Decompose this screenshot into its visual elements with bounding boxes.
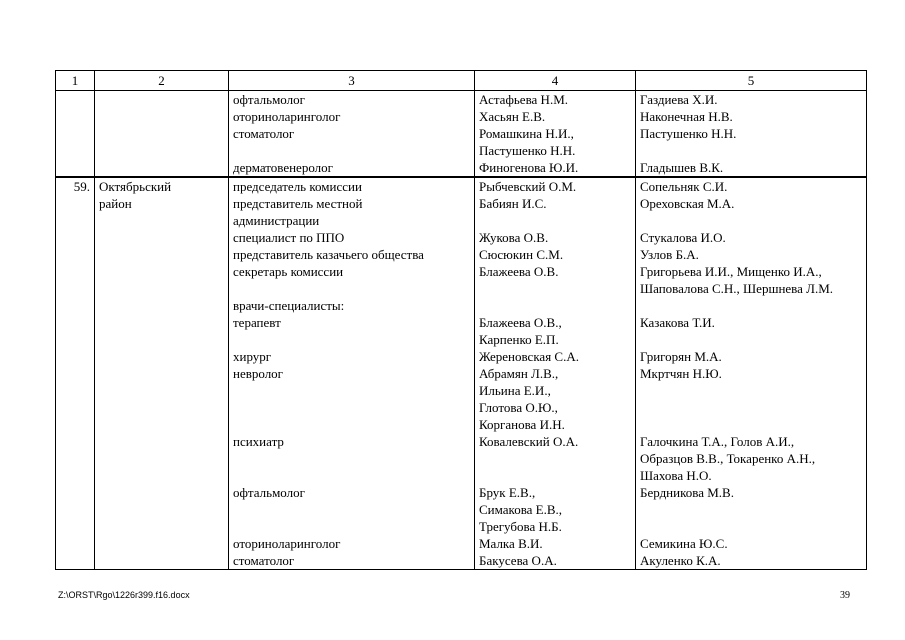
cell-line: Сюсюкин С.М. bbox=[479, 247, 564, 262]
cell-line: Ромашкина Н.И., bbox=[479, 126, 574, 141]
cell-line: Хасьян Е.В. bbox=[479, 109, 546, 124]
cell-line bbox=[640, 297, 862, 314]
cell-line: невролог bbox=[233, 366, 284, 381]
table-row-continuation bbox=[56, 91, 867, 178]
cell-line: офтальмолог bbox=[233, 92, 305, 107]
cell-line bbox=[233, 467, 470, 484]
cell-line bbox=[479, 450, 631, 467]
cell-line bbox=[233, 416, 470, 433]
cell-line: Пастушенко Н.Н. bbox=[640, 126, 737, 141]
cell-line: представитель местной bbox=[233, 196, 363, 211]
cell-line: Григорьева И.И., Мищенко И.А., bbox=[640, 264, 822, 279]
cell-line: Октябрьский bbox=[99, 179, 172, 194]
cell-line bbox=[233, 450, 470, 467]
cell-line bbox=[640, 518, 862, 535]
cell-line: Образцов В.В., Токаренко А.Н., bbox=[640, 451, 816, 466]
cell-line bbox=[233, 518, 470, 535]
cell-line bbox=[640, 399, 862, 416]
cell-line: Абрамян Л.В., bbox=[479, 366, 559, 381]
cell-line: психиатр bbox=[233, 434, 284, 449]
cell-line: Блажеева О.В. bbox=[479, 264, 559, 279]
cell-line: Семикина Ю.С. bbox=[640, 536, 728, 551]
cell-line: Карпенко Е.П. bbox=[479, 332, 559, 347]
cell-line: оториноларинголог bbox=[233, 536, 341, 551]
table-header-row bbox=[56, 71, 867, 91]
cell-line: Корганова И.Н. bbox=[479, 417, 565, 432]
cell-line: Мкртчян Н.Ю. bbox=[640, 366, 722, 381]
cell-line: Шахова Н.О. bbox=[640, 468, 712, 483]
cell-line: Ковалевский О.А. bbox=[479, 434, 579, 449]
cell-line: Финогенова Ю.И. bbox=[479, 160, 579, 175]
cell-line: секретарь комиссии bbox=[233, 264, 344, 279]
cell-line bbox=[233, 280, 470, 297]
header-cell-5: 5 bbox=[636, 71, 867, 91]
cell-line: Галочкина Т.А., Голов А.И., bbox=[640, 434, 795, 449]
cell-line: Наконечная Н.В. bbox=[640, 109, 733, 124]
cell-line: председатель комиссии bbox=[233, 179, 362, 194]
cell-line: район bbox=[99, 196, 132, 211]
cell-reserve-members bbox=[636, 91, 867, 178]
cell-line bbox=[479, 280, 631, 297]
header-cell-3: 3 bbox=[229, 71, 475, 91]
cell-district bbox=[95, 91, 229, 178]
cell-line bbox=[233, 399, 470, 416]
cell-members bbox=[475, 91, 636, 178]
cell-line: Малка В.И. bbox=[479, 536, 543, 551]
page-number: 39 bbox=[840, 590, 850, 601]
cell-line: Глотова О.Ю., bbox=[479, 400, 558, 415]
cell-line: Казакова Т.И. bbox=[640, 315, 715, 330]
cell-line bbox=[640, 331, 862, 348]
cell-line: Сопельняк С.И. bbox=[640, 179, 728, 194]
cell-line bbox=[479, 297, 631, 314]
cell-line: специалист по ППО bbox=[233, 230, 345, 245]
cell-line bbox=[233, 142, 470, 159]
cell-line bbox=[640, 382, 862, 399]
cell-line bbox=[640, 212, 862, 229]
cell-line: Ореховская М.А. bbox=[640, 196, 735, 211]
cell-line: Бердникова М.В. bbox=[640, 485, 734, 500]
cell-members bbox=[475, 177, 636, 570]
cell-line: Симакова Е.В., bbox=[479, 502, 563, 517]
cell-line: оториноларинголог bbox=[233, 109, 341, 124]
cell-line: хирург bbox=[233, 349, 272, 364]
cell-line: стоматолог bbox=[233, 553, 295, 568]
cell-line: Стукалова И.О. bbox=[640, 230, 726, 245]
cell-line: Бакусева О.А. bbox=[479, 553, 557, 568]
footer-file-path: Z:\ORST\Rgo\1226r399.f16.docx bbox=[58, 590, 190, 600]
cell-line: Ильина Е.И., bbox=[479, 383, 551, 398]
cell-line bbox=[233, 382, 470, 399]
cell-line bbox=[479, 212, 631, 229]
cell-line: администрации bbox=[233, 213, 320, 228]
cell-line: Бабиян И.С. bbox=[479, 196, 547, 211]
cell-line: Газдиева Х.И. bbox=[640, 92, 718, 107]
cell-line: Жукова О.В. bbox=[479, 230, 549, 245]
cell-positions bbox=[229, 177, 475, 570]
header-cell-2: 2 bbox=[95, 71, 229, 91]
table-row-59 bbox=[56, 177, 867, 570]
cell-line bbox=[233, 331, 470, 348]
cell-number bbox=[56, 91, 95, 178]
cell-line: стоматолог bbox=[233, 126, 295, 141]
cell-line bbox=[640, 416, 862, 433]
cell-line: Гладышев В.К. bbox=[640, 160, 724, 175]
cell-line: представитель казачьего общества bbox=[233, 247, 424, 262]
cell-positions bbox=[229, 91, 475, 178]
cell-line: Рыбчевский О.М. bbox=[479, 179, 577, 194]
cell-line: Астафьева Н.М. bbox=[479, 92, 569, 107]
cell-line: Григорян М.А. bbox=[640, 349, 722, 364]
header-cell-4: 4 bbox=[475, 71, 636, 91]
district-name bbox=[95, 177, 229, 570]
cell-line bbox=[479, 467, 631, 484]
cell-line: Пастушенко Н.Н. bbox=[479, 143, 576, 158]
cell-line bbox=[640, 501, 862, 518]
cell-reserve-members bbox=[636, 177, 867, 570]
cell-line: Акуленко К.А. bbox=[640, 553, 721, 568]
cell-line: Брук Е.В., bbox=[479, 485, 536, 500]
cell-line: дерматовенеролог bbox=[233, 160, 333, 175]
cell-line: врачи-специалисты: bbox=[233, 298, 345, 313]
cell-line: Узлов Б.А. bbox=[640, 247, 699, 262]
commission-table bbox=[55, 70, 867, 570]
cell-line bbox=[640, 142, 862, 159]
cell-line: Жереновская С.А. bbox=[479, 349, 579, 364]
cell-line bbox=[233, 501, 470, 518]
cell-line: Блажеева О.В., bbox=[479, 315, 562, 330]
row-number: 59. bbox=[56, 177, 95, 570]
cell-line: терапевт bbox=[233, 315, 281, 330]
cell-line: офтальмолог bbox=[233, 485, 305, 500]
cell-line: Трегубова Н.Б. bbox=[479, 519, 562, 534]
cell-line: Шаповалова С.Н., Шершнева Л.М. bbox=[640, 281, 834, 296]
header-cell-1: 1 bbox=[56, 71, 95, 91]
